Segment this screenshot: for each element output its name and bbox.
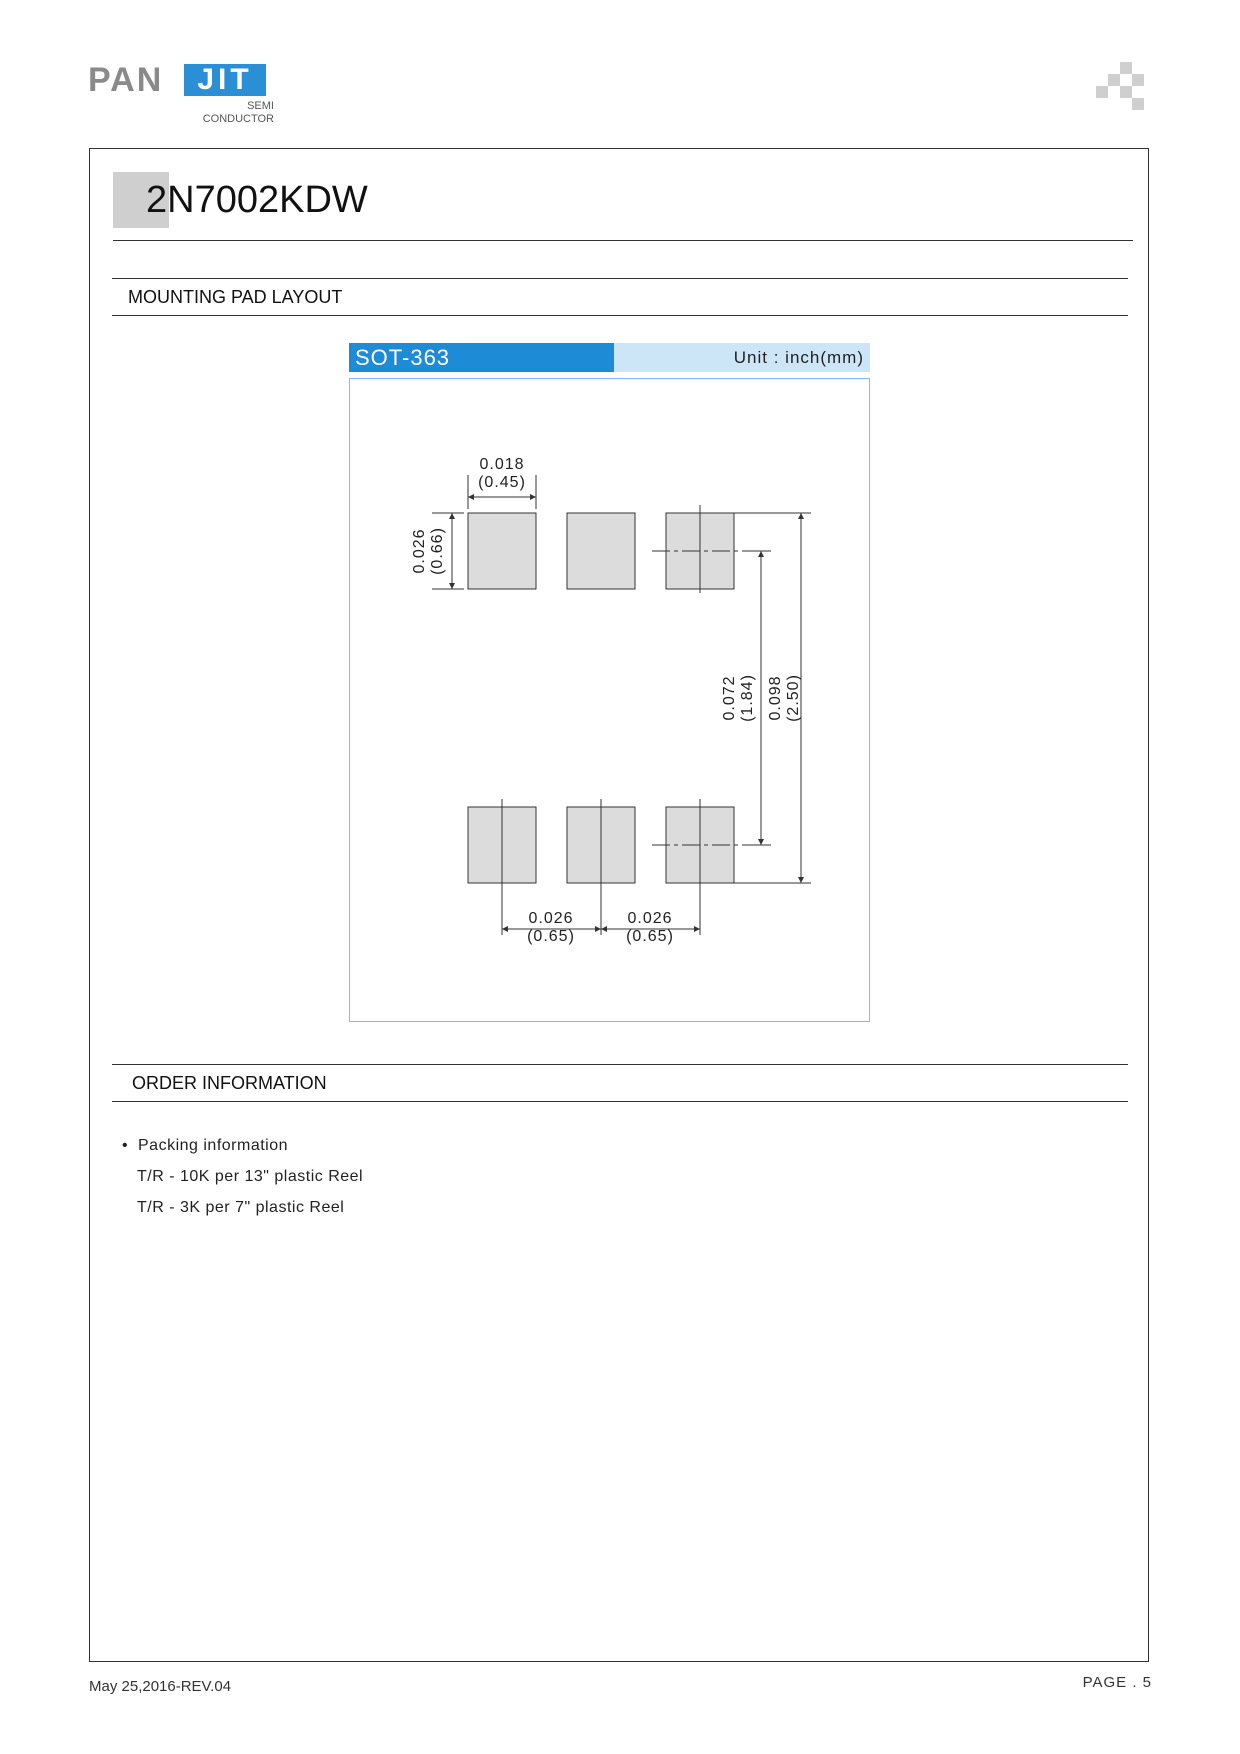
dim-pitch-h2-mm: (0.65) [626, 928, 674, 945]
dim-pitch-inner-mm: (1.84) [739, 674, 756, 722]
dim-pad-height-inch: 0.026 [411, 528, 428, 574]
page-title: 2N7002KDW [146, 179, 368, 221]
packing-heading [122, 1130, 363, 1161]
pad-layout-svg [350, 379, 871, 1023]
dim-pitch-inner-inch: 0.072 [721, 675, 738, 721]
panjit-logo [88, 62, 288, 132]
packing-heading-text: Packing information [138, 1137, 289, 1154]
dim-pitch-h1-mm: (0.65) [527, 928, 575, 945]
mounting-section-header [112, 278, 1128, 316]
package-name: SOT-363 [349, 343, 614, 372]
order-section-title: ORDER INFORMATION [132, 1073, 327, 1093]
logo-conductor-text: CONDUCTOR [202, 113, 274, 125]
package-unit: Unit : inch(mm) [614, 343, 870, 372]
footer-page-number: PAGE . 5 [1082, 1674, 1152, 1691]
pad-layout-diagram [349, 378, 870, 1022]
packing-line: T/R - 10K per 13" plastic Reel [137, 1168, 364, 1185]
dim-pad-height-mm: (0.66) [429, 527, 446, 575]
bullet: • [122, 1137, 129, 1154]
pad-top-2 [567, 513, 635, 589]
dim-pad-width-mm: (0.45) [478, 474, 526, 491]
logo-pan-text: PAN [88, 61, 164, 99]
logo-jit-text: JIT [184, 64, 266, 96]
dim-pitch-h1-inch: 0.026 [528, 910, 574, 927]
footer-revision-date: May 25,2016-REV.04 [89, 1678, 232, 1695]
mounting-section-title: MOUNTING PAD LAYOUT [128, 287, 343, 307]
package-header [349, 343, 870, 372]
dim-pitch-outer-mm: (2.50) [785, 674, 802, 722]
logo-subtitle [184, 100, 274, 126]
dim-pitch-outer-inch: 0.098 [767, 675, 784, 721]
dim-pitch-h2-inch: 0.026 [627, 910, 673, 927]
logo-semi-text: SEMI [247, 100, 274, 112]
title-divider [113, 240, 1133, 241]
packing-line: T/R - 3K per 7" plastic Reel [137, 1199, 345, 1216]
order-section-header [112, 1064, 1128, 1102]
pad-top-1 [468, 513, 536, 589]
dim-pad-width-inch: 0.018 [479, 456, 525, 473]
decorative-checker-icon [1096, 62, 1152, 118]
order-info [122, 1130, 363, 1223]
